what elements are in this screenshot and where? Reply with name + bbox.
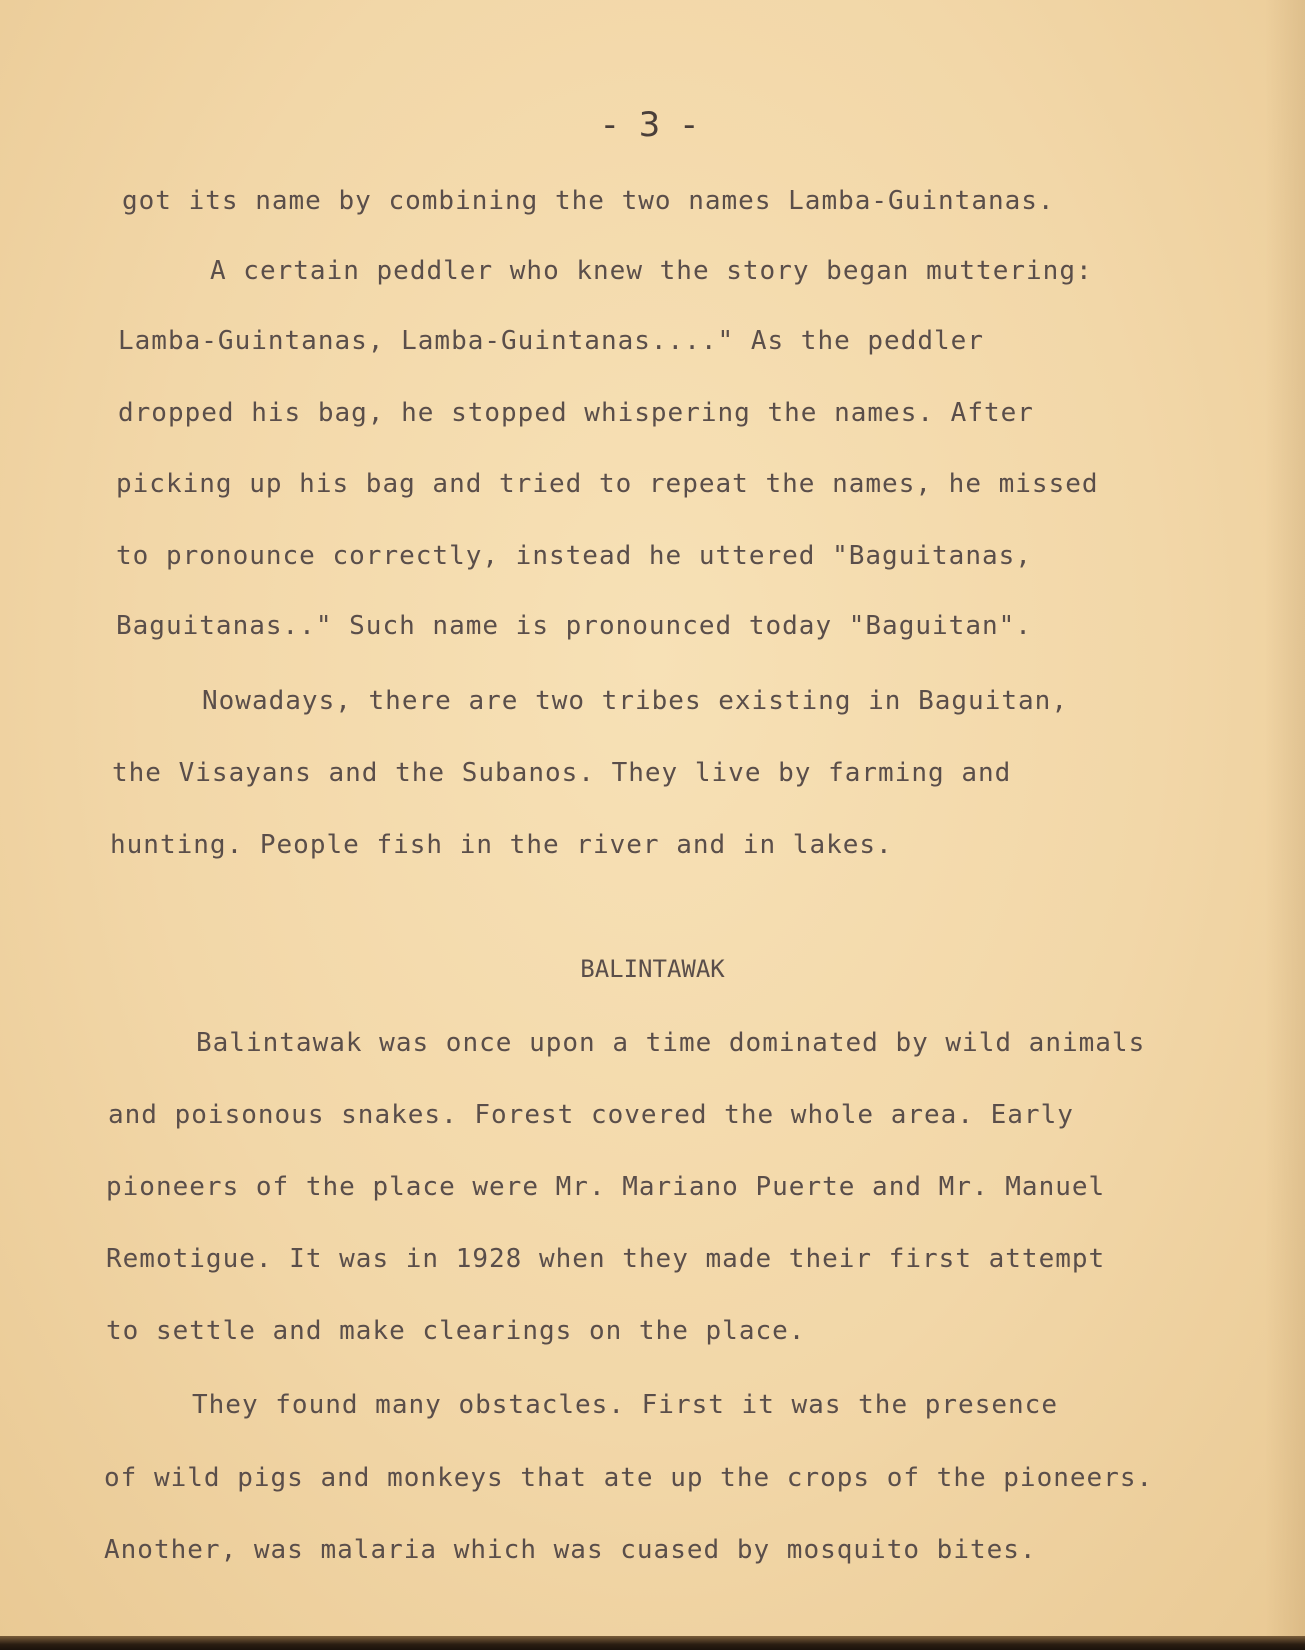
text-line: hunting. People fish in the river and in lakes.: [110, 830, 893, 860]
page-number: - 3 -: [603, 105, 702, 145]
text-line: pioneers of the place were Mr. Mariano Puerte and Mr. Manuel: [106, 1172, 1106, 1202]
text-line: A certain peddler who knew the story began muttering:: [210, 256, 1093, 286]
text-line: got its name by combining the two names Lamba-Guintanas.: [122, 186, 1055, 216]
page-bottom-edge: [0, 1636, 1305, 1650]
text-line: Remotigue. It was in 1928 when they made their first attempt: [106, 1244, 1106, 1274]
section-heading: BALINTAWAK: [580, 955, 725, 983]
text-line: Nowadays, there are two tribes existing in Baguitan,: [202, 686, 1068, 716]
text-line: They found many obstacles. First it was the presence: [192, 1390, 1058, 1420]
text-line: to pronounce correctly, instead he uttered "Baguitanas,: [116, 541, 1032, 571]
text-line: of wild pigs and monkeys that ate up the crops of the pioneers.: [104, 1463, 1154, 1493]
text-line: and poisonous snakes. Forest covered the whole area. Early: [108, 1100, 1074, 1130]
text-line: the Visayans and the Subanos. They live by farming and: [112, 758, 1012, 788]
text-line: dropped his bag, he stopped whispering the names. After: [118, 398, 1034, 428]
text-line: Balintawak was once upon a time dominated by wild animals: [196, 1028, 1146, 1058]
text-line: Another, was malaria which was cuased by mosquito bites.: [104, 1535, 1037, 1565]
text-line: picking up his bag and tried to repeat the names, he missed: [116, 469, 1099, 499]
text-line: Lamba-Guintanas, Lamba-Guintanas...." As the peddler: [118, 326, 984, 356]
paper-shadow: [1265, 0, 1305, 1650]
text-line: Baguitanas.." Such name is pronounced today "Baguitan".: [116, 611, 1032, 641]
text-line: to settle and make clearings on the place.: [106, 1316, 806, 1346]
